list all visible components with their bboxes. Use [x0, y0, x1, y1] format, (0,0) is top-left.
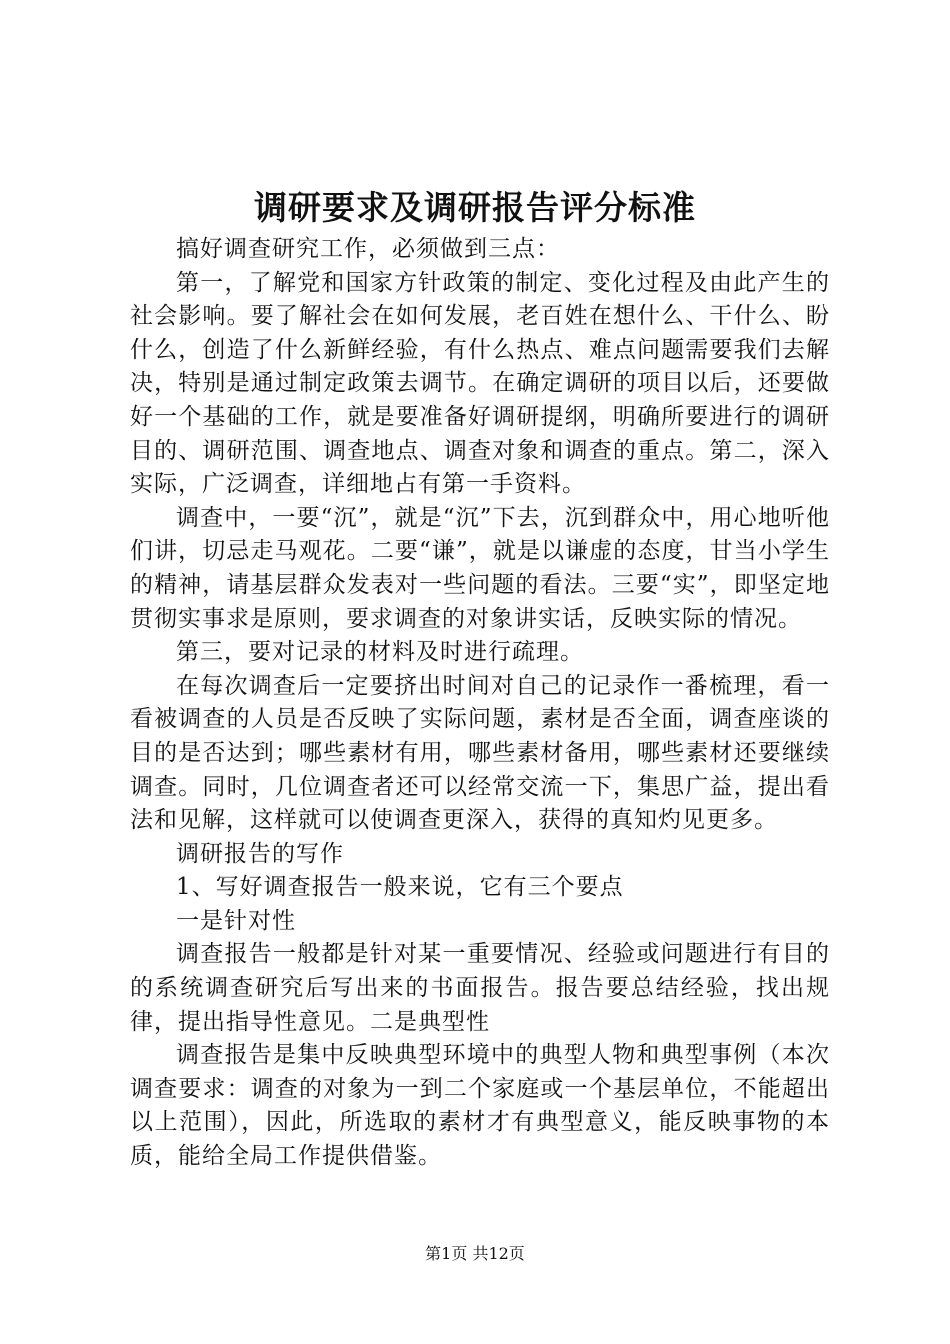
paragraph-typicality-detail: 调查报告是集中反映典型环境中的典型人物和典型事例（本次调查要求：调查的对象为一到二个家庭或一个基层单位，不能超出以上范围），因此，所选取的素材才有典型意义，能反映事物的本质，能给全局工作提供借鉴。 [130, 1042, 830, 1170]
paragraph-three-essentials: 1、写好调查报告一般来说，它有三个要点 [176, 874, 624, 901]
section-heading-report-writing: 调研报告的写作 [176, 840, 344, 867]
paragraph-third-point: 第三，要对记录的材料及时进行疏理。 [176, 639, 584, 666]
paragraph-pertinence: 一是针对性 [176, 907, 296, 934]
paragraph-pertinence-detail: 调查报告一般都是针对某一重要情况、经验或问题进行有目的的系统调查研究后写出来的书面报告。报告要总结经验，找出规律，提出指导性意见。二是典型性 [130, 941, 830, 1035]
paragraph-review: 在每次调查后一定要挤出时间对自己的记录作一番梳理，看一看被调查的人员是否反映了实际问题，素材是否全面，调查座谈的目的是否达到；哪些素材有用，哪些素材备用，哪些素材还要继续调查。同时，几位调查者还可以经常交流一下，集思广益，提出看法和见解，这样就可以使调查更深入，获得的真知灼见更多。 [130, 672, 830, 834]
document-body [130, 233, 830, 1174]
paragraph-intro: 搞好调查研究工作，必须做到三点： [176, 236, 560, 262]
page-footer: 第1页 共12页 [425, 1244, 525, 1263]
paragraph-first-point: 第一，了解党和国家方针政策的制定、变化过程及由此产生的社会影响。要了解社会在如何发展，老百姓在想什么、干什么、盼什么，创造了什么新鲜经验，有什么热点、难点问题需要我们去解决，特别是通过制定政策去调节。在确定调研的项目以后，还要做好一个基础的工作，就是要准备好调研提纲，明确所要进行的调研目的、调研范围、调查地点、调查对象和调查的重点。第二，深入实际，广泛调查，详细地占有第一手资料。 [130, 269, 830, 498]
paragraph-investigation: 调查中，一要“沉”，就是“沉”下去，沉到群众中，用心地听他们讲，切忌走马观花。二要“谦”，就是以谦虚的态度，甘当小学生的精神，请基层群众发表对一些问题的看法。三要“实”，即坚定地贯彻实事求是原则，要求调查的对象讲实话，反映实际的情况。 [130, 504, 830, 632]
document-title: 调研要求及调研报告评分标准 [254, 188, 696, 227]
